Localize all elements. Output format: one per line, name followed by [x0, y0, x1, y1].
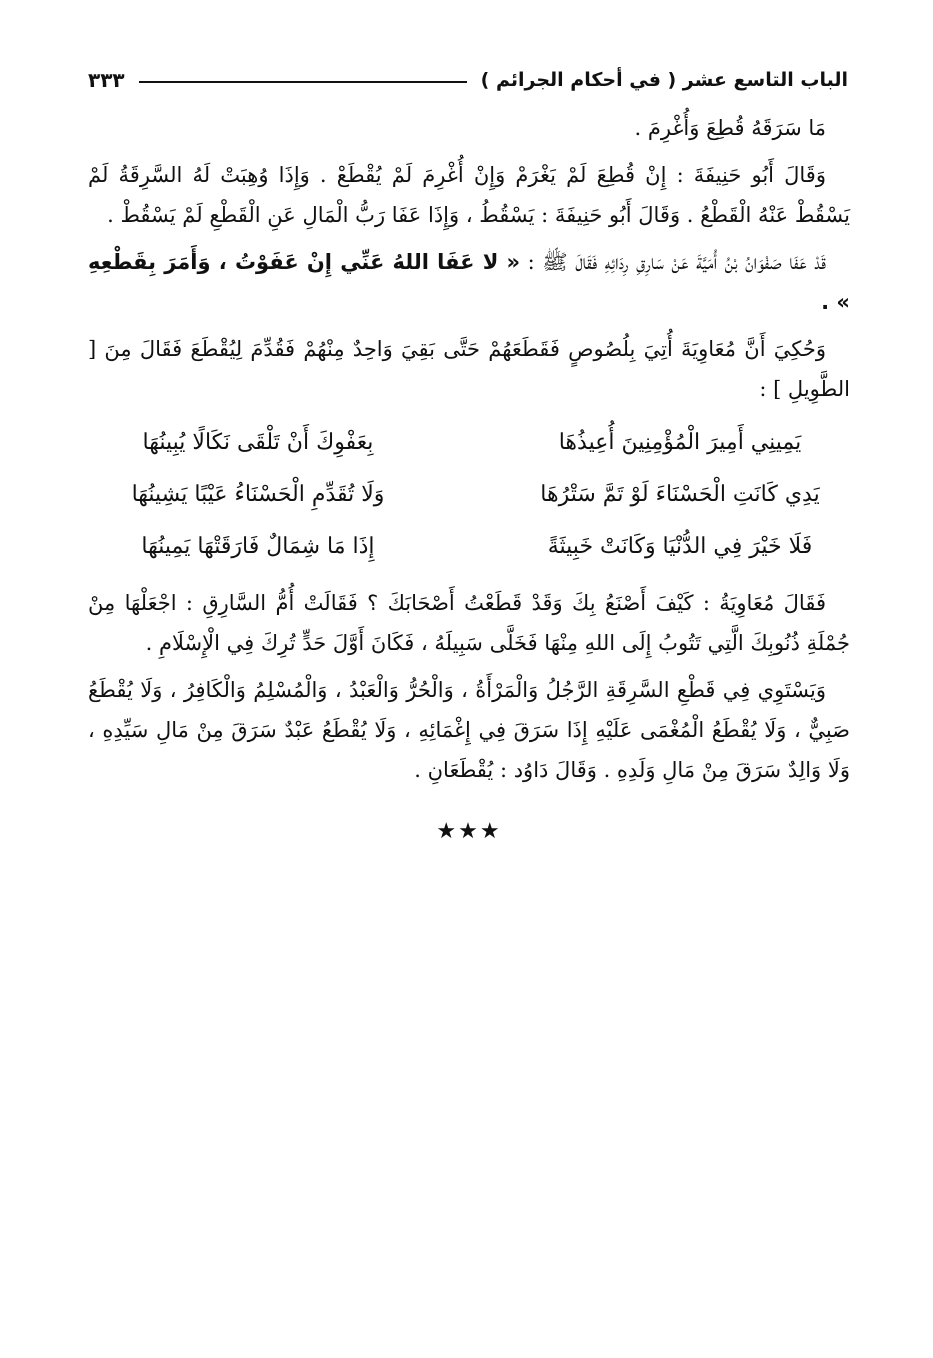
running-header [88, 62, 848, 98]
chapter-title: الباب التاسع عشر ( في أحكام الجرائم ) [480, 69, 848, 91]
verse-first-hemistich: فَلَا خَيْرَ فِي الدُّنْيَا وَكَانَتْ خَبِيثَةً [547, 534, 813, 559]
paragraph: وَقَالَ أَبُو حَنِيفَةَ : إِنْ قُطِعَ لَمْ يَغْرَمْ وَإِنْ أُغْرِمَ لَمْ يُقْطَعْ . وَإِذَا وُهِبَتْ لَهُ السَّرِقَةُ لَمْ يَسْقُطْ عَنْهُ الْقَطْعُ . وَقَالَ أَبُو حَنِيفَةَ : يَسْقُطُ ، وَإِذَا عَفَا رَبُّ الْمَالِ عَنِ الْقَطْعِ لَمْ يَسْقُطْ . [88, 163, 850, 227]
paragraph [88, 242, 850, 322]
verse-first-hemistich: يَمِينِي أَمِيرَ الْمُؤْمِنِينَ أُعِيذُهَا [558, 430, 802, 455]
paragraph: مَا سَرَقَهُ قُطِعَ وَأُغْرِمَ . [634, 116, 826, 140]
paragraph: وَيَسْتَوِي فِي قَطْعِ السَّرِقَةِ الرَّجُلُ وَالْمَرْأَةُ ، وَالْحُرُّ وَالْعَبْدُ ، وَالْمُسْلِمُ وَالْكَافِرُ ، وَلَا يُقْطَعُ صَبِيٌّ ، وَلَا يُقْطَعُ الْمُغْمَى عَلَيْهِ إِذَا سَرَقَ فِي إِغْمَائِهِ ، وَلَا يُقْطَعُ عَبْدٌ سَرَقَ مِنْ مَالِ سَيِّدِهِ ، وَلَا وَالِدٌ سَرَقَ مِنْ مَالِ وَلَدِهِ . وَقَالَ دَاوُد : يُقْطَعَانِ . [88, 678, 850, 782]
verse-first-hemistich: يَدِي كَانَتِ الْحَسْنَاءَ لَوْ تَمَّ سَتْرُهَا [540, 482, 820, 507]
hadith-quote: « لا عَفَا اللهُ عَنِّي إِنْ عَفَوْتُ ، وَأَمَرَ بِقَطْعِهِ » . [88, 250, 850, 314]
verse-second-hemistich: بِعَفْوِكَ أَنْ تَلْقَى نَكَالًا يُبِينُهَا [142, 430, 374, 455]
body-text [88, 108, 850, 852]
header-rule [139, 81, 467, 83]
poem-verse [88, 469, 850, 521]
section-separator: ★★★ [436, 819, 502, 844]
poem-verse [88, 521, 850, 573]
page-number: ٣٣٣ [88, 68, 125, 92]
verse-second-hemistich: إِذَا مَا شِمَالٌ فَارَقَتْهَا يَمِينُهَا [141, 534, 375, 559]
poem [88, 417, 850, 573]
paragraph: وَحُكِيَ أَنَّ مُعَاوِيَةَ أُتِيَ بِلُصُوصٍ فَقَطَعَهُمْ حَتَّى بَقِيَ وَاحِدٌ مِنْهُمْ فَقُدِّمَ لِيُقْطَعَ فَقَالَ مِنَ [ الطَّوِيلِ ] : [88, 337, 850, 401]
poem-verse [88, 417, 850, 469]
paragraph-lead: قَدْ عَفَا صَفْوَانُ بْنُ أُمَيَّةَ عَنْ سَارِقِ رِدَائِهِ فَقَالَ ﷺ : [527, 250, 826, 274]
paragraph: فَقَالَ مُعَاوِيَةُ : كَيْفَ أَصْنَعُ بِكَ وَقَدْ قَطَعْتُ أَصْحَابَكَ ؟ فَقَالَتْ أُمُّ السَّارِقِ : اجْعَلْهَا مِنْ جُمْلَةِ ذُنُوبِكَ الَّتِي تَتُوبُ إِلَى اللهِ مِنْهَا فَخَلَّى سَبِيلَهُ ، فَكَانَ أَوَّلَ حَدٍّ تُرِكَ فِي الْإِسْلَامِ . [88, 591, 850, 655]
verse-second-hemistich: وَلَا تُقَدِّمِ الْحَسْنَاءُ عَيْبًا يَشِينُهَا [131, 482, 385, 507]
